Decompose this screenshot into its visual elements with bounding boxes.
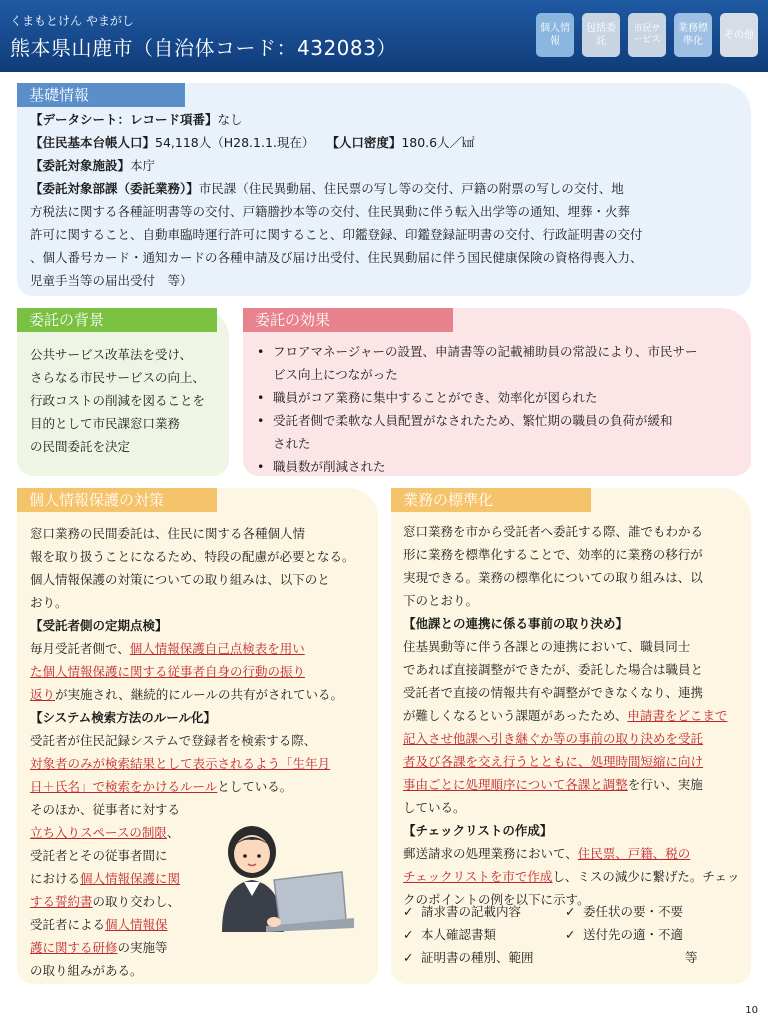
check-icon: ✓ (565, 927, 576, 942)
effect-item: • 職員数が削減された (255, 455, 745, 478)
page-header (0, 0, 768, 72)
highlighted-text: 護に関する研修 (30, 940, 118, 955)
highlighted-text: する誓約書 (30, 894, 93, 909)
check-item: 請求書の記載内容 (421, 904, 522, 919)
background-line: さらなる市民サービスの向上、 (30, 370, 206, 385)
department-line: 市民課（住民異動届、住民票の写し等の交付、戸籍の附票の写しの交付、地 (198, 181, 624, 196)
checklist-row (403, 946, 743, 969)
population-key: 【住民基本台帳人口】 (30, 135, 156, 150)
background-text (30, 343, 222, 458)
datasheet-key: 【データシート：レコード項番】 (30, 112, 218, 127)
check-icon: ✓ (403, 927, 414, 942)
tab-privacy[interactable]: 個人情報 (536, 13, 574, 57)
effect-item: • 職員がコア業務に集中することができ、効率化が図られた (255, 386, 745, 409)
highlighted-text: 対象者のみが検索結果として表示されるよう「生年月 (30, 756, 331, 771)
tab-standardization[interactable]: 業務標準化 (674, 13, 712, 57)
highlighted-text: 者及び各課を交え行うとともに、処理時間短縮に向け (403, 754, 704, 769)
basic-info-heading: 基礎情報 (17, 83, 185, 107)
background-heading: 委託の背景 (17, 308, 217, 332)
page-title: 熊本県山鹿市（自治体コード：432083） (10, 36, 397, 60)
background-line: の民間委託を決定 (30, 439, 131, 454)
highlighted-text: 申請書をどこまで (627, 708, 728, 723)
department-line: 方税法に関する各種証明書等の交付、戸籍謄抄本等の交付、住民異動に伴う転入出学等の通知、埋葬・火葬 (30, 204, 631, 219)
department-line: 許可に関すること、自動車臨時運行許可に関すること、印鑑登録、印鑑登録証明書の交付、行政証明書の交付 (30, 227, 643, 242)
population-value: 54,118人（H28.1.1.現在） (155, 135, 315, 150)
highlighted-text: 個人情報保護に関 (80, 871, 181, 886)
check-item: 本人確認書類 (421, 927, 497, 942)
right-eye (257, 854, 261, 858)
effects-heading: 委託の効果 (243, 308, 453, 332)
checklist (403, 900, 743, 969)
background-line: 行政コストの削減を図ることを (30, 393, 206, 408)
tab-citizen-service[interactable]: 市民サービス (628, 13, 666, 57)
highlighted-text: 個人情報保護自己点検表を用い (129, 641, 305, 656)
highlighted-text: 事由ごとに処理順序について各課と調整 (403, 777, 628, 792)
background-line: 公共サービス改革法を受け、 (30, 347, 193, 362)
tab-bulk-outsourcing[interactable]: 包括委託 (582, 13, 620, 57)
standardization-text: 窓口業務を市から受託者へ委託する際、誰でもわかる 形に業務を標準化することで、効率的に業務の移行が 実現できる。業務の標準化についての取り組みは、以 下のとおり。 【他課との連携に係る事前の取り決め】 住基異動等に伴う各課との連携において、職員同士 であれば直接調整ができたが、委託した場合は職員と 受託者で直接の情報共有や調整ができなくなり、連携 が難しくなるという課題があったため、申請書をどこまで 記入させ他課へ引き継ぐか等の事前の取り決めを受託 者及び各課を交え行うとともに、処理時間短縮に向け 事由ごとに処理順序について各課と調整を行い、実施 している。 【チェックリストの作成】 郵送請求の処理業務において、住民票、戸籍、税の チェックリストを市で作成し、ミスの減少に繋げた。チェッ クのポイントの例を以下に示す。 (403, 524, 740, 907)
check-icon: ✓ (403, 904, 414, 919)
privacy-text: 窓口業務の民間委託は、住民に関する各種個人情 報を取り扱うことになるため、特段の配慮が必要となる。 個人情報保護の対策についての取り組みは、以下のと おり。 【受託者側の定期点検】 毎月受託者側で、個人情報保護自己点検表を用い た個人情報保護に関する従事者自身の行動の振り 返りが実施され、継続的にルールの共有がされている。 【システム検索方法のルール化】 受託者が住民記録システムで登録者を検索する際、 対象者のみが検索結果として表示されるよう「生年月 日＋氏名」で検索をかけるルールとしている。 そのほか、従事者に対する 立ち入りスペースの制限、 受託者とその従事者間に における個人情報保護に関 する誓約書の取り交わし、 受託者による個人情報保 護に関する研修の実施等 の取り組みがある。 (30, 526, 355, 978)
face-shape (234, 835, 270, 873)
check-item: 送付先の適・不適 (583, 927, 684, 942)
basic-info-text (30, 108, 742, 292)
laptop-screen (274, 872, 346, 926)
background-line: 目的として市民課窓口業務 (30, 416, 181, 431)
person-laptop-illustration (214, 822, 354, 932)
check-item: 証明書の種別、範囲 (421, 950, 534, 965)
department-key: 【委託対象部課（委託業務）】 (30, 181, 199, 196)
check-icon: ✓ (403, 950, 414, 965)
department-line: 、個人番号カード・通知カードの各種申請及び届け出受付、住民異動届に伴う国民健康保険の資格得喪入力、 (30, 250, 643, 265)
highlighted-text: 日＋氏名」で検索をかけるルール (30, 779, 218, 794)
effect-item: • 受託者側で柔軟な人員配置がなされたため、繁忙期の職員の負荷が緩和 された (255, 409, 745, 455)
facility-key: 【委託対象施設】 (30, 158, 131, 173)
standardization-heading: 業務の標準化 (391, 488, 591, 512)
checklist-row (403, 900, 743, 923)
datasheet-value: なし (217, 112, 243, 127)
city-kana: くまもとけん やまがし (10, 14, 134, 28)
density-value: 180.6人／㎢ (401, 135, 475, 150)
check-item: 委任状の要・不要 (583, 904, 684, 919)
privacy-heading: 個人情報保護の対策 (17, 488, 217, 512)
hand (267, 917, 281, 927)
highlighted-text: 立ち入りスペースの制限 (30, 825, 167, 840)
effect-item: • フロアマネージャーの設置、申請書等の記載補助員の常設により、市民サー ビス向上につながった (255, 340, 745, 386)
privacy-subheading: 【受託者側の定期点検】 (30, 618, 168, 633)
check-icon: ✓ (565, 904, 576, 919)
page-number: 10 (745, 1005, 758, 1016)
department-line: 児童手当等の届出受付 等） (30, 273, 193, 288)
standardization-subheading: 【他課との連携に係る事前の取り決め】 (403, 616, 629, 631)
check-item-etc: 等 (685, 950, 698, 965)
facility-value: 本庁 (130, 158, 156, 173)
highlighted-text: 記入させ他課へ引き継ぐか等の事前の取り決めを受託 (403, 731, 704, 746)
highlighted-text: た個人情報保護に関する従事者自身の行動の振り (30, 664, 306, 679)
left-eye (243, 854, 247, 858)
highlighted-text: 住民票、戸籍、税の (577, 846, 691, 861)
tab-other[interactable]: その他 (720, 13, 758, 57)
category-nav (536, 13, 758, 57)
highlighted-text: 個人情報保 (105, 917, 168, 932)
effects-list (255, 340, 745, 478)
checklist-row (403, 923, 743, 946)
highlighted-text: チェックリストを市で作成 (403, 869, 553, 884)
density-key: 【人口密度】 (326, 135, 402, 150)
standardization-subheading: 【チェックリストの作成】 (403, 823, 553, 838)
privacy-subheading: 【システム検索方法のルール化】 (30, 710, 217, 725)
highlighted-text: 返り (30, 687, 56, 702)
